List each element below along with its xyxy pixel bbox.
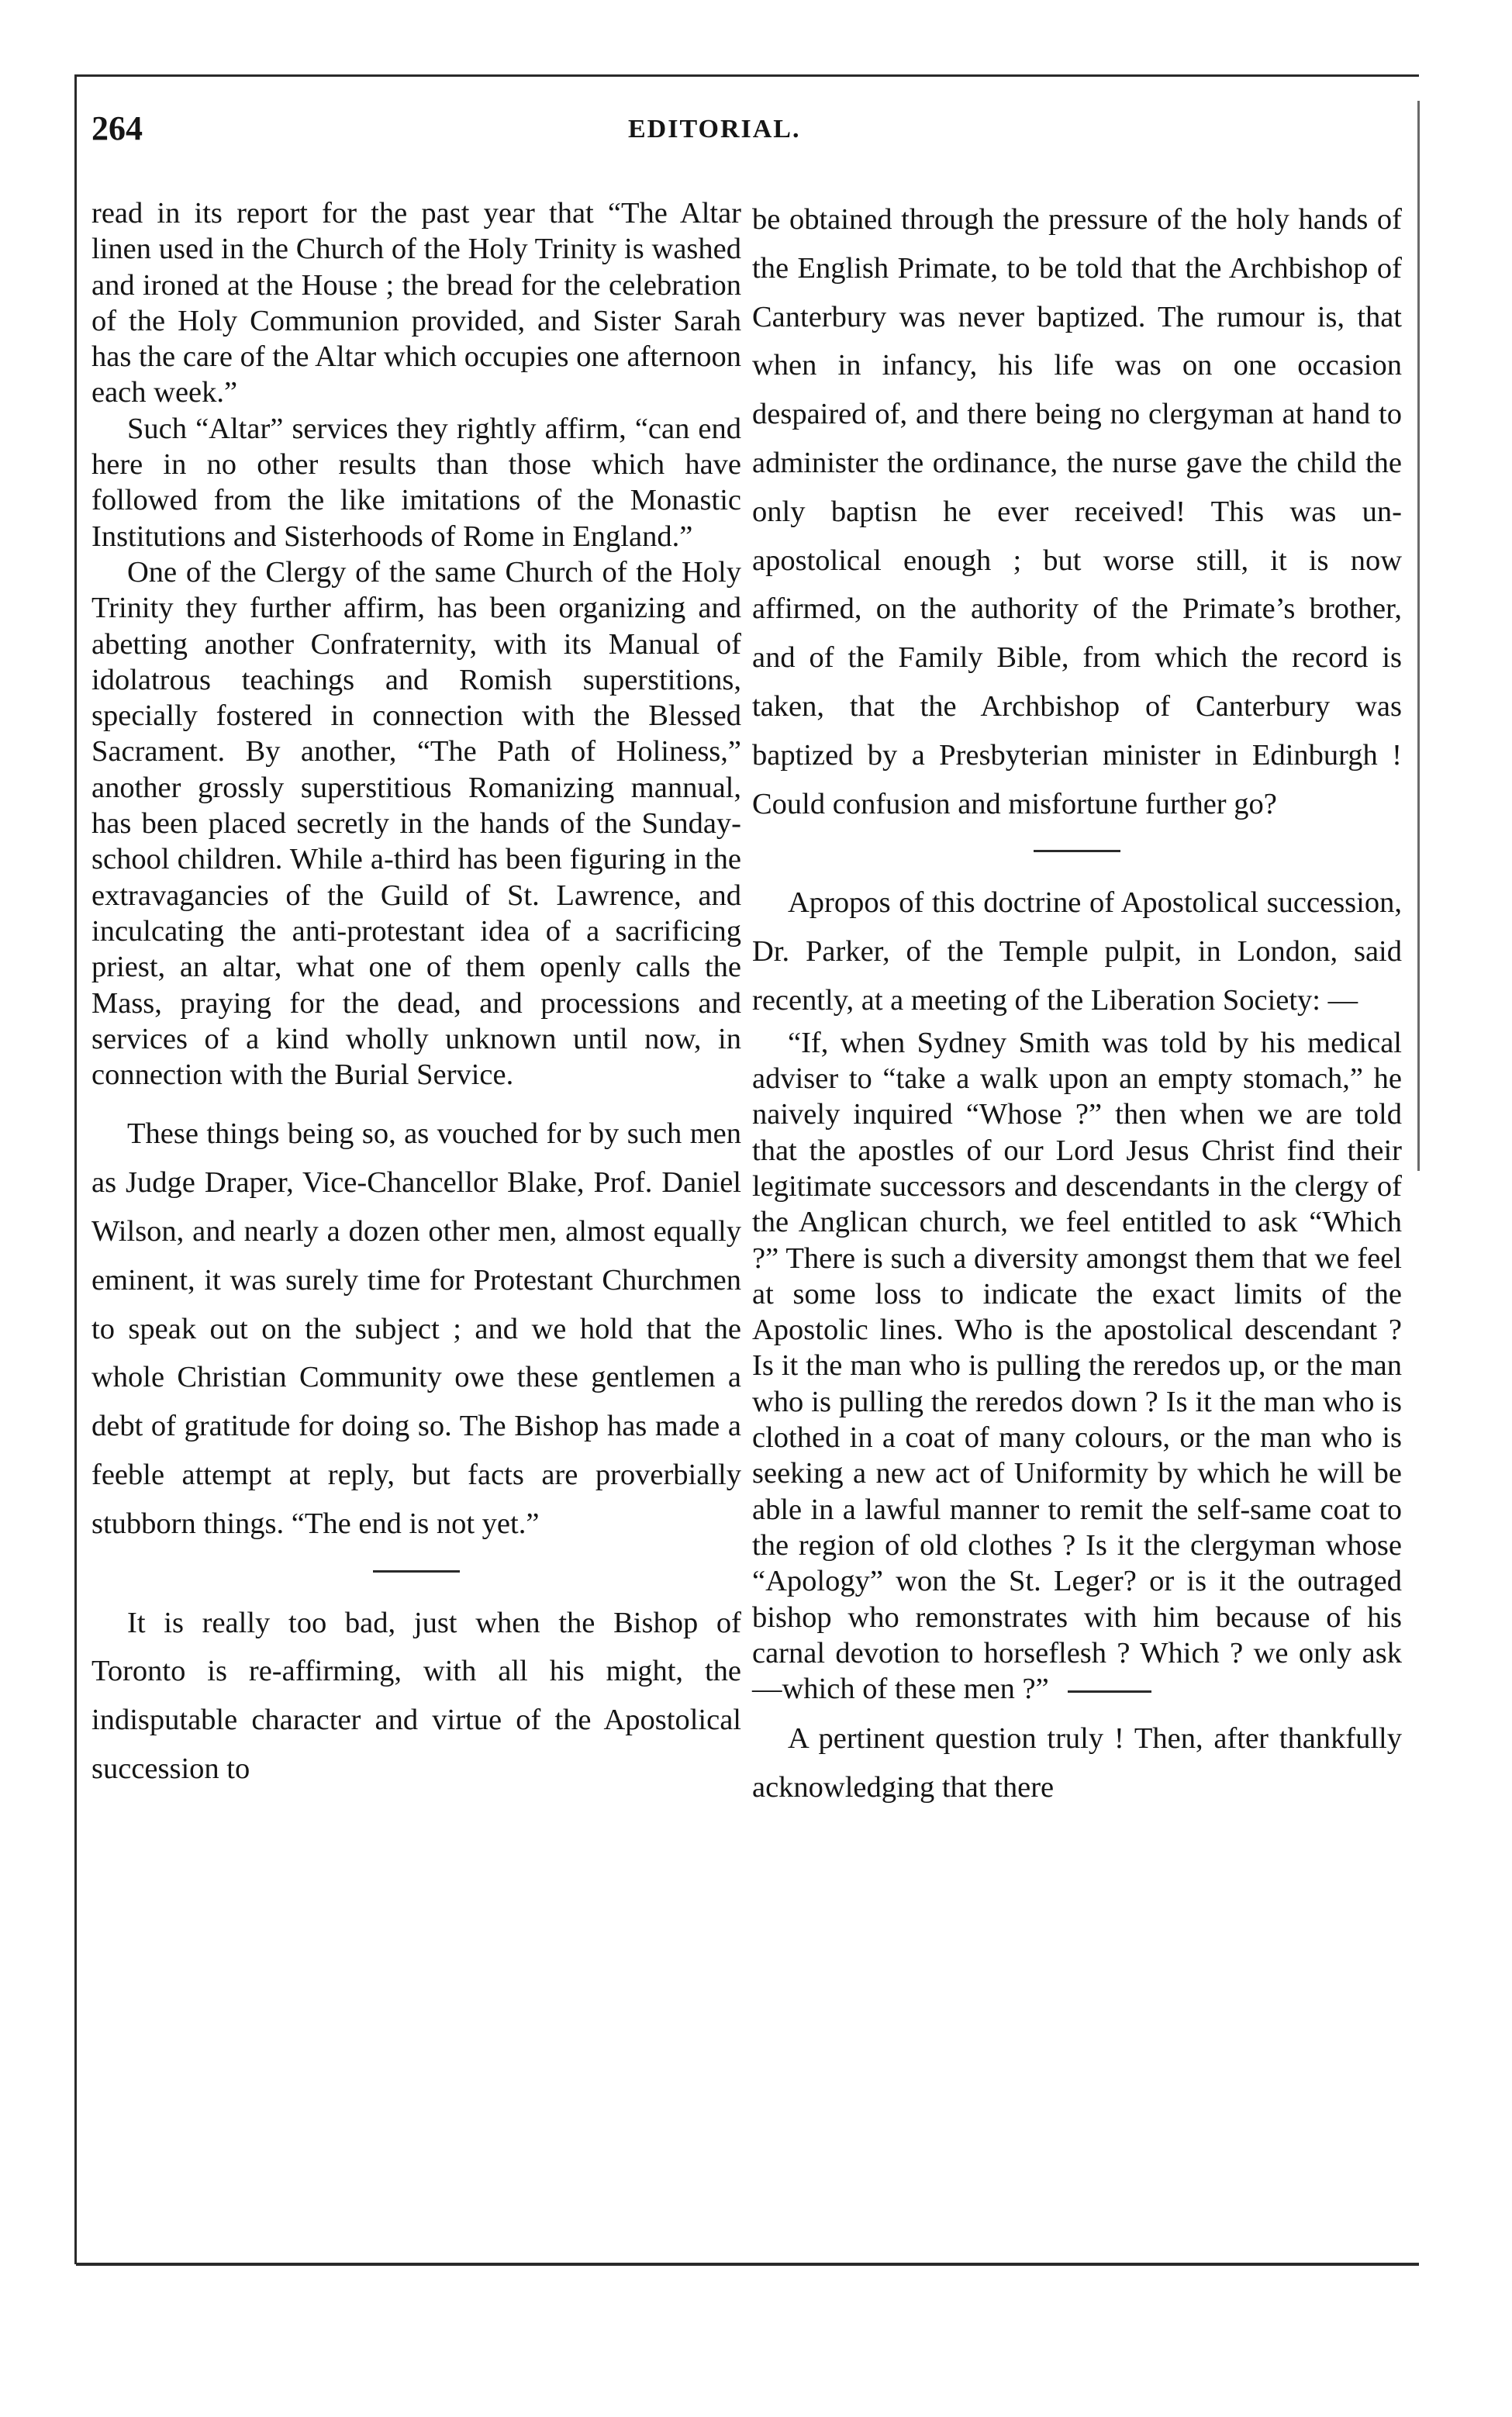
right-rule bbox=[1417, 101, 1420, 1171]
right-paragraph-1: be obtained through the pressure of the holy hands of the English Primate, to be told that the Archbishop of Canterbury was never baptized. The rumour is, that when in infancy, his life was on one occasion despaired of, and there being no clergyman at hand to administer the ordinance, the nurse gave the child the only baptisn he ever received! This was un-apostolical enough ; but worse still, it is now affirmed, on the authority of the Primate’s brother, and of the Family Bible, from which the record is taken, that the Archbishop of Canterbury was baptized by a Presbyterian minister in Edinburgh ! Could confusion and misfortune further go? bbox=[752, 203, 1402, 820]
section-separator bbox=[1034, 850, 1120, 852]
section-separator bbox=[373, 1570, 460, 1573]
bottom-rule bbox=[76, 2263, 1419, 2266]
left-column bbox=[91, 195, 741, 1794]
quotation-text: “If, when Sydney Smith was told by his medical adviser to “take a walk upon an empty stomach,” he naively inquired “Whose ?” then when we are told that the apostles of our Lord Jesus Christ find their legitimate successors and descendants in the clergy of the Anglican church, we feel entitled to ask “Which ?” There is such a diversity amongst them that we feel at some loss to indicate the exact limits of the Apostolic lines. Who is the apostolical descendant ? Is it the man who is pulling the reredos up, or the man who is pulling the reredos down ? Is it the man who is clothed in a coat of many colours, or the man who is seeking a new act of Uniformity by which he will be able in a lawful manner to remit the self-same coat to the region of old clothes ? Is it the clergyman whose “Apology” won the St. Leger? or is it the outraged bishop who remonstrates with him because of his carnal devotion to horseflesh ? Which ? we only ask—which of these men ?” bbox=[752, 1026, 1402, 1706]
right-paragraph-4: A pertinent question truly ! Then, after thankfully acknowledging that there bbox=[752, 1722, 1402, 1804]
left-paragraph-1: read in its report for the past year that “The Altar linen used in the Church of the Holy Trinity is washed and ironed at the House ; the bread for the celebration of the Holy Communion provided, and Sister Sarah has the care of the Altar which occupies one afternoon each week.” bbox=[91, 197, 741, 409]
right-paragraph-2: Apropos of this doctrine of Apostolical succession, Dr. Parker, of the Temple pulpit, in London, said recently, at a meeting of the Liberation Society: — bbox=[752, 886, 1402, 1017]
left-paragraph-3: One of the Clergy of the same Church of the Holy Trinity they further affirm, has been organizing and abetting another Confraternity, with its Manual of idolatrous teachings and Romish superstitions, specially fostered in connection with the Blessed Sacrament. By another, “The Path of Holiness,” another grossly superstitious Romanizing mannual, has been placed secretly in the hands of the Sunday-school children. While a-third has been figuring in the extravagancies of the Guild of St. Lawrence, and inculcating the anti-protestant idea of a sacrificing priest, an altar, what one of them openly calls the Mass, praying for the dead, and processions and services of a kind wholly unknown until now, in connection with the Burial Service. bbox=[91, 555, 741, 1092]
section-separator bbox=[1068, 1690, 1151, 1693]
left-paragraph-2: Such “Altar” services they rightly affirm, “can end here in no other results than those which have followed from the like imitations of the Monastic Institutions and Sisterhoods of Rome in England.” bbox=[91, 412, 741, 553]
page-number: 264 bbox=[91, 109, 143, 147]
quotation-paragraph bbox=[752, 1025, 1402, 1707]
left-paragraph-5: It is really too bad, just when the Bishop of Toronto is re-affirming, with all his might, the indisputable character and virtue of the Apostolical succession to bbox=[91, 1606, 741, 1785]
left-rule bbox=[74, 74, 77, 2264]
top-rule bbox=[76, 74, 1419, 77]
left-paragraph-4: These things being so, as vouched for by such men as Judge Draper, Vice-Chancellor Blake, Prof. Daniel Wilson, and nearly a dozen other men, almost equally eminent, it was surely time for Protestant Churchmen to speak out on the subject ; and we hold that the whole Christian Community owe these gentlemen a debt of gratitude for doing so. The Bishop has made a feeble attempt at reply, but facts are proverbially stubborn things. “The end is not yet.” bbox=[91, 1117, 741, 1540]
right-column bbox=[752, 195, 1402, 1812]
running-title: EDITORIAL. bbox=[628, 115, 801, 143]
